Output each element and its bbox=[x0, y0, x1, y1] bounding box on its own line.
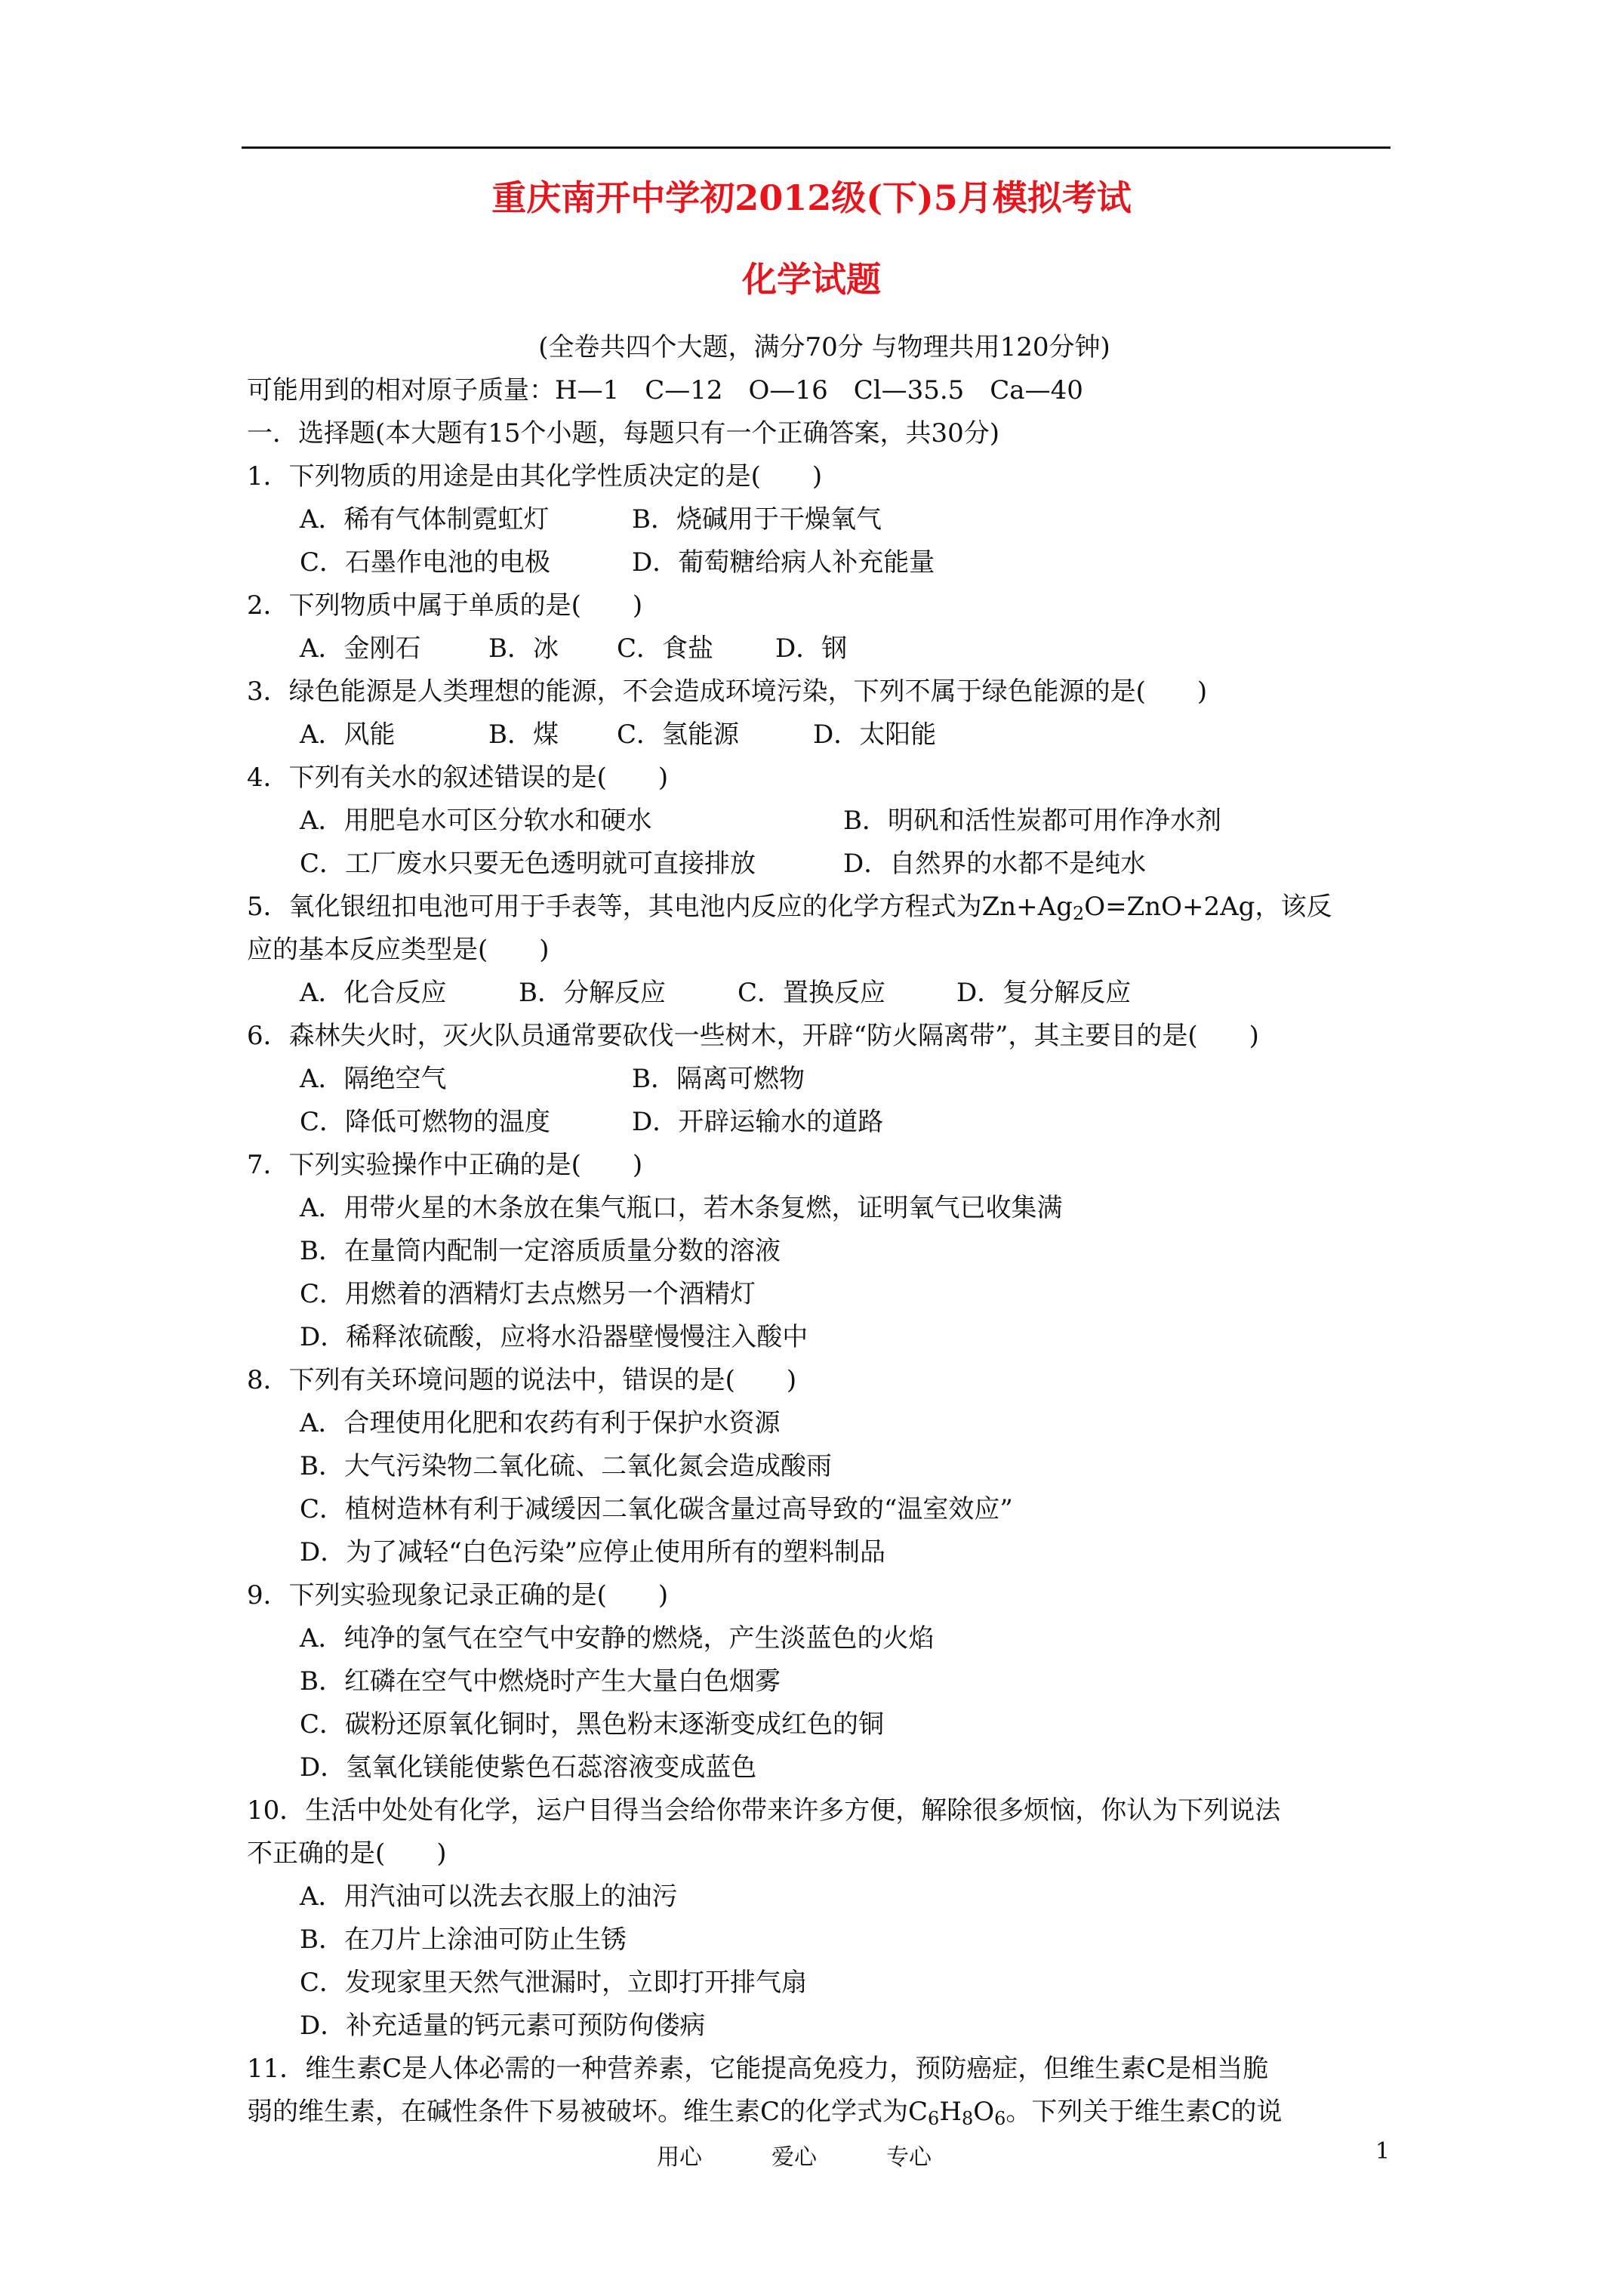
option-b: B．分解反应 bbox=[519, 978, 666, 1008]
exam-subtitle: 化学试题 bbox=[742, 259, 881, 300]
formula-element: O bbox=[973, 2097, 995, 2127]
formula-element: H bbox=[939, 2097, 962, 2127]
footer-motto bbox=[657, 2138, 1001, 2171]
option-c: C．食盐 bbox=[617, 633, 714, 664]
option-a: A．隔绝空气 bbox=[300, 1064, 447, 1094]
option-c: C．石墨作电池的电极 bbox=[300, 547, 551, 578]
question-1-options-row1 bbox=[247, 498, 1402, 541]
option-a: A．风能 bbox=[300, 720, 396, 750]
option-a: A．用汽油可以洗去衣服上的油污 bbox=[300, 1881, 678, 1912]
section-heading: 一．选择题(本大题有15个小题，每题只有一个正确答案，共30分) bbox=[247, 418, 1000, 448]
option-b: B．明矾和活性炭都可用作净水剂 bbox=[843, 806, 1221, 836]
stem-text: O=ZnO+2Ag，该反 bbox=[1084, 892, 1332, 922]
question-7-stem: 7．下列实验操作中正确的是( ) bbox=[247, 1150, 643, 1180]
question-11-stem-cont bbox=[247, 2091, 1402, 2134]
footer-motto-3: 专心 bbox=[886, 2144, 932, 2171]
option-b: B．在量筒内配制一定溶质质量分数的溶液 bbox=[300, 1236, 781, 1266]
question-6-stem: 6．森林失火时，灭火队员通常要砍伐一些树木，开辟“防火隔离带”，其主要目的是( ) bbox=[247, 1021, 1259, 1051]
header-rule bbox=[242, 146, 1390, 149]
subscript: 8 bbox=[961, 2108, 974, 2129]
footer-motto-2: 爱心 bbox=[771, 2144, 817, 2171]
question-5-stem bbox=[247, 886, 1402, 929]
subscript: 6 bbox=[928, 2108, 940, 2129]
question-1-options-row2 bbox=[247, 541, 1402, 584]
option-c: C．植树造林有利于减缓因二氧化碳含量过高导致的“温室效应” bbox=[300, 1494, 1013, 1524]
option-a: A．金刚石 bbox=[300, 633, 421, 664]
atomic-masses: 可能用到的相对原子质量：H—1 C—12 O—16 Cl—35.5 Ca—40 bbox=[247, 375, 1083, 405]
option-b: B．大气污染物二氧化硫、二氧化氮会造成酸雨 bbox=[300, 1451, 832, 1481]
option-b: B．冰 bbox=[488, 633, 559, 664]
option-a: A．用带火星的木条放在集气瓶口，若木条复燃，证明氧气已收集满 bbox=[300, 1193, 1063, 1223]
option-a: A．化合反应 bbox=[300, 978, 447, 1008]
question-9-stem: 9．下列实验现象记录正确的是( ) bbox=[247, 1580, 669, 1610]
option-d: D．补充适量的钙元素可预防佝偻病 bbox=[300, 2011, 706, 2041]
question-11-stem: 11．维生素C是人体必需的一种营养素，它能提高免疫力，预防癌症，但维生素C是相当脆 bbox=[247, 2054, 1269, 2084]
option-a: A．用肥皂水可区分软水和硬水 bbox=[300, 806, 652, 836]
question-6-options-row1 bbox=[247, 1058, 1402, 1101]
option-b: B．煤 bbox=[488, 720, 559, 750]
question-10-stem: 10．生活中处处有化学，运户目得当会给你带来许多方便，解除很多烦恼，你认为下列说法 bbox=[247, 1795, 1281, 1826]
option-c: C．氢能源 bbox=[617, 720, 740, 750]
exam-title: 重庆南开中学初2012级(下)5月模拟考试 bbox=[491, 177, 1132, 218]
option-b: B．红磷在空气中燃烧时产生大量白色烟雾 bbox=[300, 1666, 781, 1697]
question-2-stem: 2．下列物质中属于单质的是( ) bbox=[247, 590, 643, 621]
question-8-stem: 8．下列有关环境问题的说法中，错误的是( ) bbox=[247, 1365, 797, 1395]
question-5-stem-cont: 应的基本反应类型是( ) bbox=[247, 935, 550, 965]
option-b: B．在刀片上涂油可防止生锈 bbox=[300, 1925, 627, 1955]
exam-body bbox=[247, 326, 1402, 2134]
option-d: D．稀释浓硫酸，应将水沿器壁慢慢注入酸中 bbox=[300, 1322, 808, 1352]
question-1-stem: 1．下列物质的用途是由其化学性质决定的是( ) bbox=[247, 461, 823, 492]
stem-text: 5．氧化银纽扣电池可用于手表等，其电池内反应的化学方程式为Zn+Ag bbox=[247, 892, 1073, 922]
option-d: D．为了减轻“白色污染”应停止使用所有的塑料制品 bbox=[300, 1537, 886, 1567]
option-b: B．隔离可燃物 bbox=[632, 1064, 805, 1094]
option-d: D．钢 bbox=[775, 633, 848, 664]
subscript: 6 bbox=[994, 2108, 1006, 2129]
question-6-options-row2 bbox=[247, 1101, 1402, 1144]
option-d: D．自然界的水都不是纯水 bbox=[843, 849, 1147, 879]
option-d: D．氢氧化镁能使紫色石蕊溶液变成蓝色 bbox=[300, 1752, 757, 1783]
question-5-options bbox=[247, 972, 1402, 1015]
question-4-stem: 4．下列有关水的叙述错误的是( ) bbox=[247, 763, 669, 793]
option-c: C．碳粉还原氧化铜时，黑色粉末逐渐变成红色的铜 bbox=[300, 1709, 885, 1740]
exam-note: (全卷共四个大题，满分70分 与物理共用120分钟) bbox=[538, 332, 1110, 362]
question-2-options bbox=[247, 627, 1402, 670]
question-10-stem-cont: 不正确的是( ) bbox=[247, 1838, 447, 1869]
option-d: D．太阳能 bbox=[813, 720, 937, 750]
option-a: A．纯净的氢气在空气中安静的燃烧，产生淡蓝色的火焰 bbox=[300, 1623, 935, 1653]
option-d: D．葡萄糖给病人补充能量 bbox=[632, 547, 935, 578]
option-c: C．降低可燃物的温度 bbox=[300, 1107, 551, 1137]
stem-text: 弱的维生素，在碱性条件下易被破坏。维生素C的化学式为C bbox=[247, 2097, 929, 2127]
option-d: D．复分解反应 bbox=[956, 978, 1132, 1008]
option-a: A．合理使用化肥和农药有利于保护水资源 bbox=[300, 1408, 781, 1438]
stem-text: 。下列关于维生素C的说 bbox=[1006, 2097, 1283, 2127]
option-a: A．稀有气体制霓虹灯 bbox=[300, 504, 550, 535]
option-c: C．发现家里天然气泄漏时，立即打开排气扇 bbox=[300, 1968, 808, 1998]
option-c: C．工厂废水只要无色透明就可直接排放 bbox=[300, 849, 756, 879]
question-4-options-row1 bbox=[247, 800, 1402, 843]
question-3-stem: 3．绿色能源是人类理想的能源，不会造成环境污染，下列不属于绿色能源的是( ) bbox=[247, 676, 1208, 707]
question-3-options bbox=[247, 713, 1402, 757]
footer-motto-1: 用心 bbox=[657, 2144, 702, 2171]
option-c: C．置换反应 bbox=[738, 978, 886, 1008]
option-d: D．开辟运输水的道路 bbox=[632, 1107, 884, 1137]
option-b: B．烧碱用于干燥氧气 bbox=[632, 504, 882, 535]
question-4-options-row2 bbox=[247, 843, 1402, 886]
subscript: 2 bbox=[1072, 903, 1085, 924]
option-c: C．用燃着的酒精灯去点燃另一个酒精灯 bbox=[300, 1279, 756, 1309]
page-number: 1 bbox=[1375, 2138, 1390, 2165]
